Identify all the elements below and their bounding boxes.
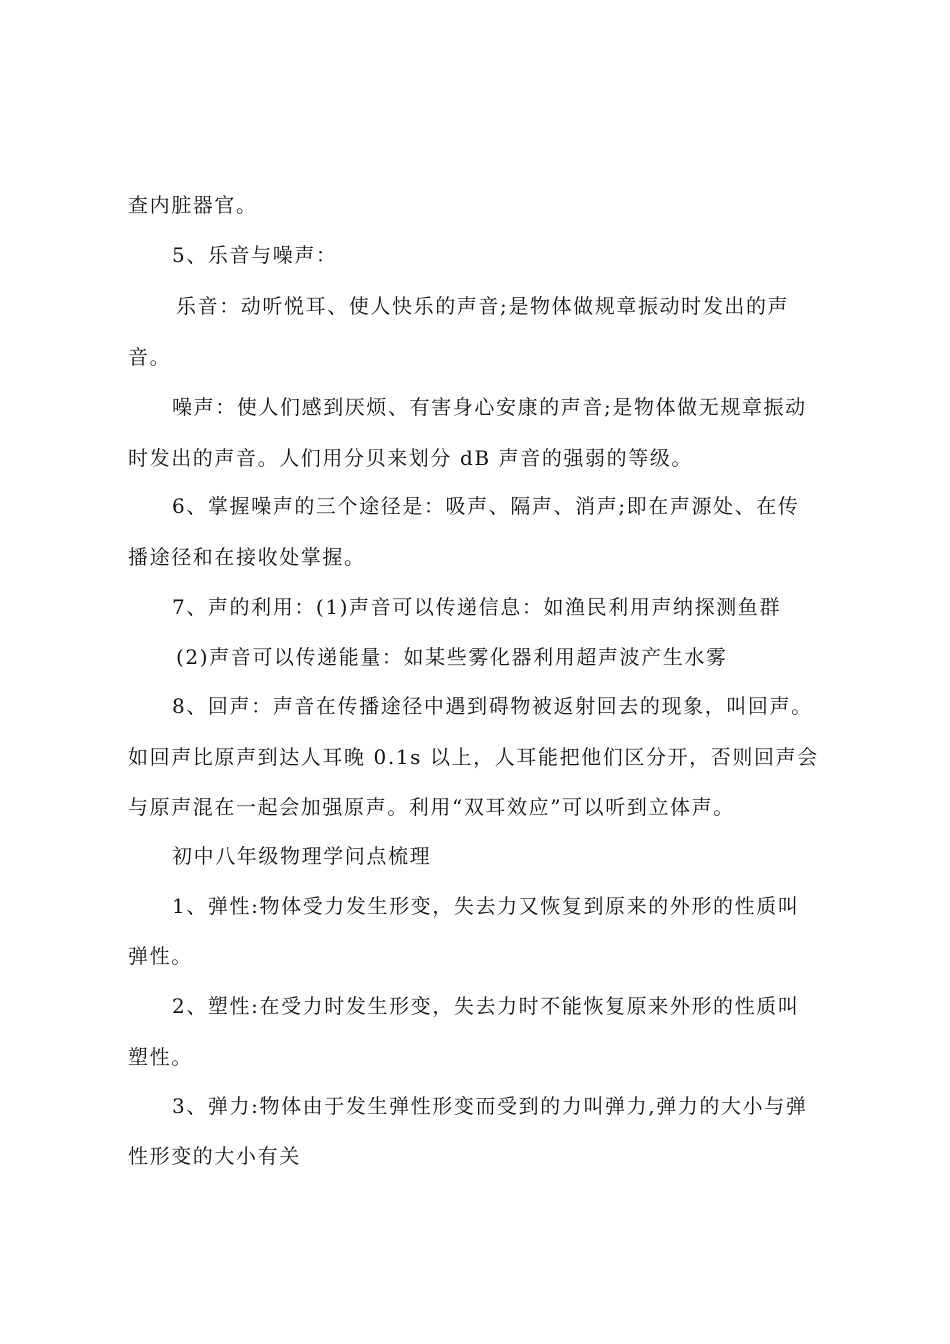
text-line: 音。 <box>128 345 172 369</box>
section-heading: 5、乐音与噪声： <box>172 243 338 267</box>
text-line: 3、弹力:物体由于发生弹性形变而受到的力叫弹力,弹力的大小与弹 <box>172 1094 808 1118</box>
text-line: 6、掌握噪声的三个途径是：吸声、隔声、消声;即在声源处、在传 <box>172 494 800 518</box>
text-line: 噪声：使人们感到厌烦、有害身心安康的声音;是物体做无规章振动 <box>172 395 807 419</box>
text-line: 乐音：动听悦耳、使人快乐的声音;是物体做规章振动时发出的声 <box>176 294 790 318</box>
text-line: 查内脏器官。 <box>128 193 258 217</box>
text-line: 1、弹性:物体受力发生形变，失去力又恢复到原来的外形的性质叫 <box>172 894 800 918</box>
text-line: 弹性。 <box>128 944 193 968</box>
text-line: 2、塑性:在受力时发生形变，失去力时不能恢复原来外形的性质叫 <box>172 994 800 1018</box>
text-line: (2)声音可以传递能量：如某些雾化器利用超声波产生水雾 <box>176 645 728 669</box>
text-line: 7、声的利用：(1)声音可以传递信息：如渔民利用声纳探测鱼群 <box>172 595 782 619</box>
text-line: 塑性。 <box>128 1045 193 1069</box>
text-line: 时发出的声音。人们用分贝来划分 dB 声音的强弱的等级。 <box>128 446 694 470</box>
section-heading: 初中八年级物理学问点梳理 <box>172 844 432 868</box>
text-line: 性形变的大小有关 <box>128 1144 301 1168</box>
text-line: 8、回声：声音在传播途径中遇到碍物被返射回去的现象，叫回声。 <box>172 694 813 718</box>
text-line: 如回声比原声到达人耳晚 0.1s 以上，人耳能把他们区分开，否则回声会 <box>128 745 819 769</box>
text-line: 播途径和在接收处掌握。 <box>128 545 366 569</box>
text-line: 与原声混在一起会加强原声。利用“双耳效应”可以听到立体声。 <box>128 795 735 819</box>
